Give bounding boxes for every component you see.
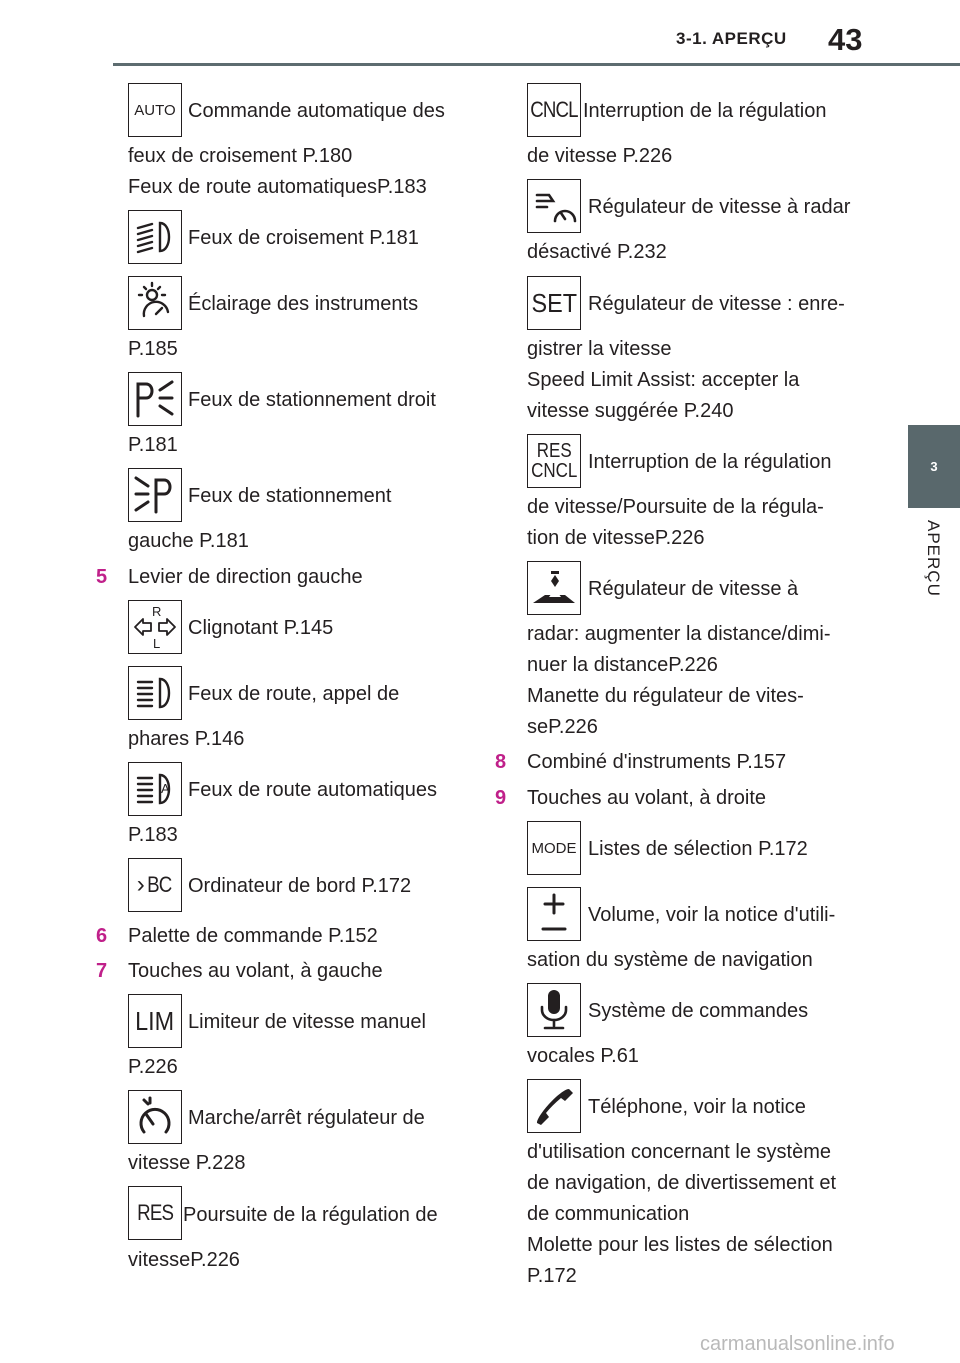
item-text: d'utilisation concernant le système <box>527 1141 831 1163</box>
high-beam-icon <box>128 666 182 720</box>
chapter-tab[interactable]: 3 <box>908 425 960 508</box>
bc-text-icon: › BC <box>128 858 182 912</box>
item-text: Listes de sélection P.172 <box>588 838 808 860</box>
item-text: Feux de route automatiquesP.183 <box>128 176 427 198</box>
item-text: Feux de route, appel de <box>188 683 400 705</box>
item-text: Interruption de la régulation <box>583 100 827 122</box>
item-text: vitesseP.226 <box>128 1249 240 1271</box>
distance-icon <box>527 561 581 615</box>
item-text: Ordinateur de bord P.172 <box>188 875 412 897</box>
item-text: Molette pour les listes de sélection <box>527 1234 833 1256</box>
set-text-icon: SET <box>527 276 581 330</box>
item-text: gauche P.181 <box>128 530 249 552</box>
item-text: vitesse suggérée P.240 <box>527 400 734 422</box>
item-text: tion de vitesseP.226 <box>527 527 705 549</box>
item-number: 6 <box>96 925 108 947</box>
item-heading: Touches au volant, à droite <box>527 787 767 809</box>
svg-text:L: L <box>153 636 161 650</box>
instrument-lighting-icon <box>128 276 182 330</box>
phone-icon <box>527 1079 581 1133</box>
item-text: Volume, voir la notice d'utili- <box>588 904 836 926</box>
item-text: Système de commandes <box>588 1000 809 1022</box>
cncl-text-icon: CNCL <box>527 83 581 137</box>
section-title: 3-1. APERÇU <box>676 29 787 48</box>
item-text: P.183 <box>128 824 178 846</box>
res-cncl-text-icon: RES CNCL <box>527 434 581 488</box>
item-text: feux de croisement P.180 <box>128 145 353 167</box>
item-text: Commande automatique des <box>188 100 445 122</box>
item-text: P.181 <box>128 434 178 456</box>
parking-light-left-icon <box>128 468 182 522</box>
item-text: désactivé P.232 <box>527 241 667 263</box>
item-text: de vitesse/Poursuite de la régula- <box>527 496 824 518</box>
item-text: Régulateur de vitesse : enre- <box>588 293 845 315</box>
item-text: Feux de stationnement <box>188 485 392 507</box>
watermark: carmanualsonline.info <box>700 1333 895 1355</box>
item-heading: Palette de commande P.152 <box>128 925 378 947</box>
auto-text-icon: AUTO <box>128 83 182 137</box>
radar-cruise-off-icon <box>527 179 581 233</box>
item-text: Feux de stationnement droit <box>188 389 436 411</box>
item-number: 9 <box>495 787 507 809</box>
item-text: Poursuite de la régulation de <box>183 1204 438 1226</box>
item-text: nuer la distanceP.226 <box>527 654 718 676</box>
res-text-icon: RES <box>128 1186 182 1240</box>
item-number: 5 <box>96 566 108 588</box>
item-text: Éclairage des instruments <box>188 293 419 315</box>
item-heading: Combiné d'instruments P.157 <box>527 751 787 773</box>
svg-text:R: R <box>152 604 162 619</box>
item-text: de communication <box>527 1203 690 1225</box>
item-text: de vitesse P.226 <box>527 145 673 167</box>
item-text: Interruption de la régulation <box>588 451 832 473</box>
item-text: seP.226 <box>527 716 598 738</box>
low-beam-icon <box>128 210 182 264</box>
item-text: Clignotant P.145 <box>188 617 334 639</box>
chapter-label: APERÇU <box>924 520 943 597</box>
page-number: 43 <box>828 22 863 57</box>
page-header <box>0 0 960 70</box>
turn-signal-icon <box>128 600 182 654</box>
microphone-icon <box>527 983 581 1037</box>
mode-text-icon: MODE <box>527 821 581 875</box>
auto-high-beam-icon <box>128 762 182 816</box>
item-text: sation du système de navigation <box>527 949 813 971</box>
item-text: gistrer la vitesse <box>527 338 672 360</box>
item-number: 7 <box>96 960 108 982</box>
header-divider <box>113 63 960 66</box>
lim-text-icon: LIM <box>128 994 182 1048</box>
item-heading: Levier de direction gauche <box>128 566 363 588</box>
item-text: Régulateur de vitesse à radar <box>588 196 851 218</box>
item-text: P.226 <box>128 1056 178 1078</box>
svg-text:A: A <box>161 781 170 796</box>
item-text: P.185 <box>128 338 178 360</box>
item-text: Marche/arrêt régulateur de <box>188 1107 425 1129</box>
parking-light-right-icon <box>128 372 182 426</box>
item-text: P.172 <box>527 1265 577 1287</box>
item-text: Manette du régulateur de vites- <box>527 685 804 707</box>
item-text: Téléphone, voir la notice <box>588 1096 806 1118</box>
item-text: de navigation, de divertissement et <box>527 1172 837 1194</box>
volume-plus-minus-icon <box>527 887 581 941</box>
item-text: Feux de route automatiques <box>188 779 438 801</box>
cruise-on-off-icon <box>128 1090 182 1144</box>
item-text: phares P.146 <box>128 728 245 750</box>
item-text: Feux de croisement P.181 <box>188 227 419 249</box>
item-text: radar: augmenter la distance/dimi- <box>527 623 831 645</box>
item-text: Limiteur de vitesse manuel <box>188 1011 426 1033</box>
item-text: Speed Limit Assist: accepter la <box>527 369 800 391</box>
item-heading: Touches au volant, à gauche <box>128 960 383 982</box>
item-text: Régulateur de vitesse à <box>588 578 799 600</box>
item-text: vitesse P.228 <box>128 1152 246 1174</box>
item-text: vocales P.61 <box>527 1045 639 1067</box>
item-number: 8 <box>495 751 507 773</box>
